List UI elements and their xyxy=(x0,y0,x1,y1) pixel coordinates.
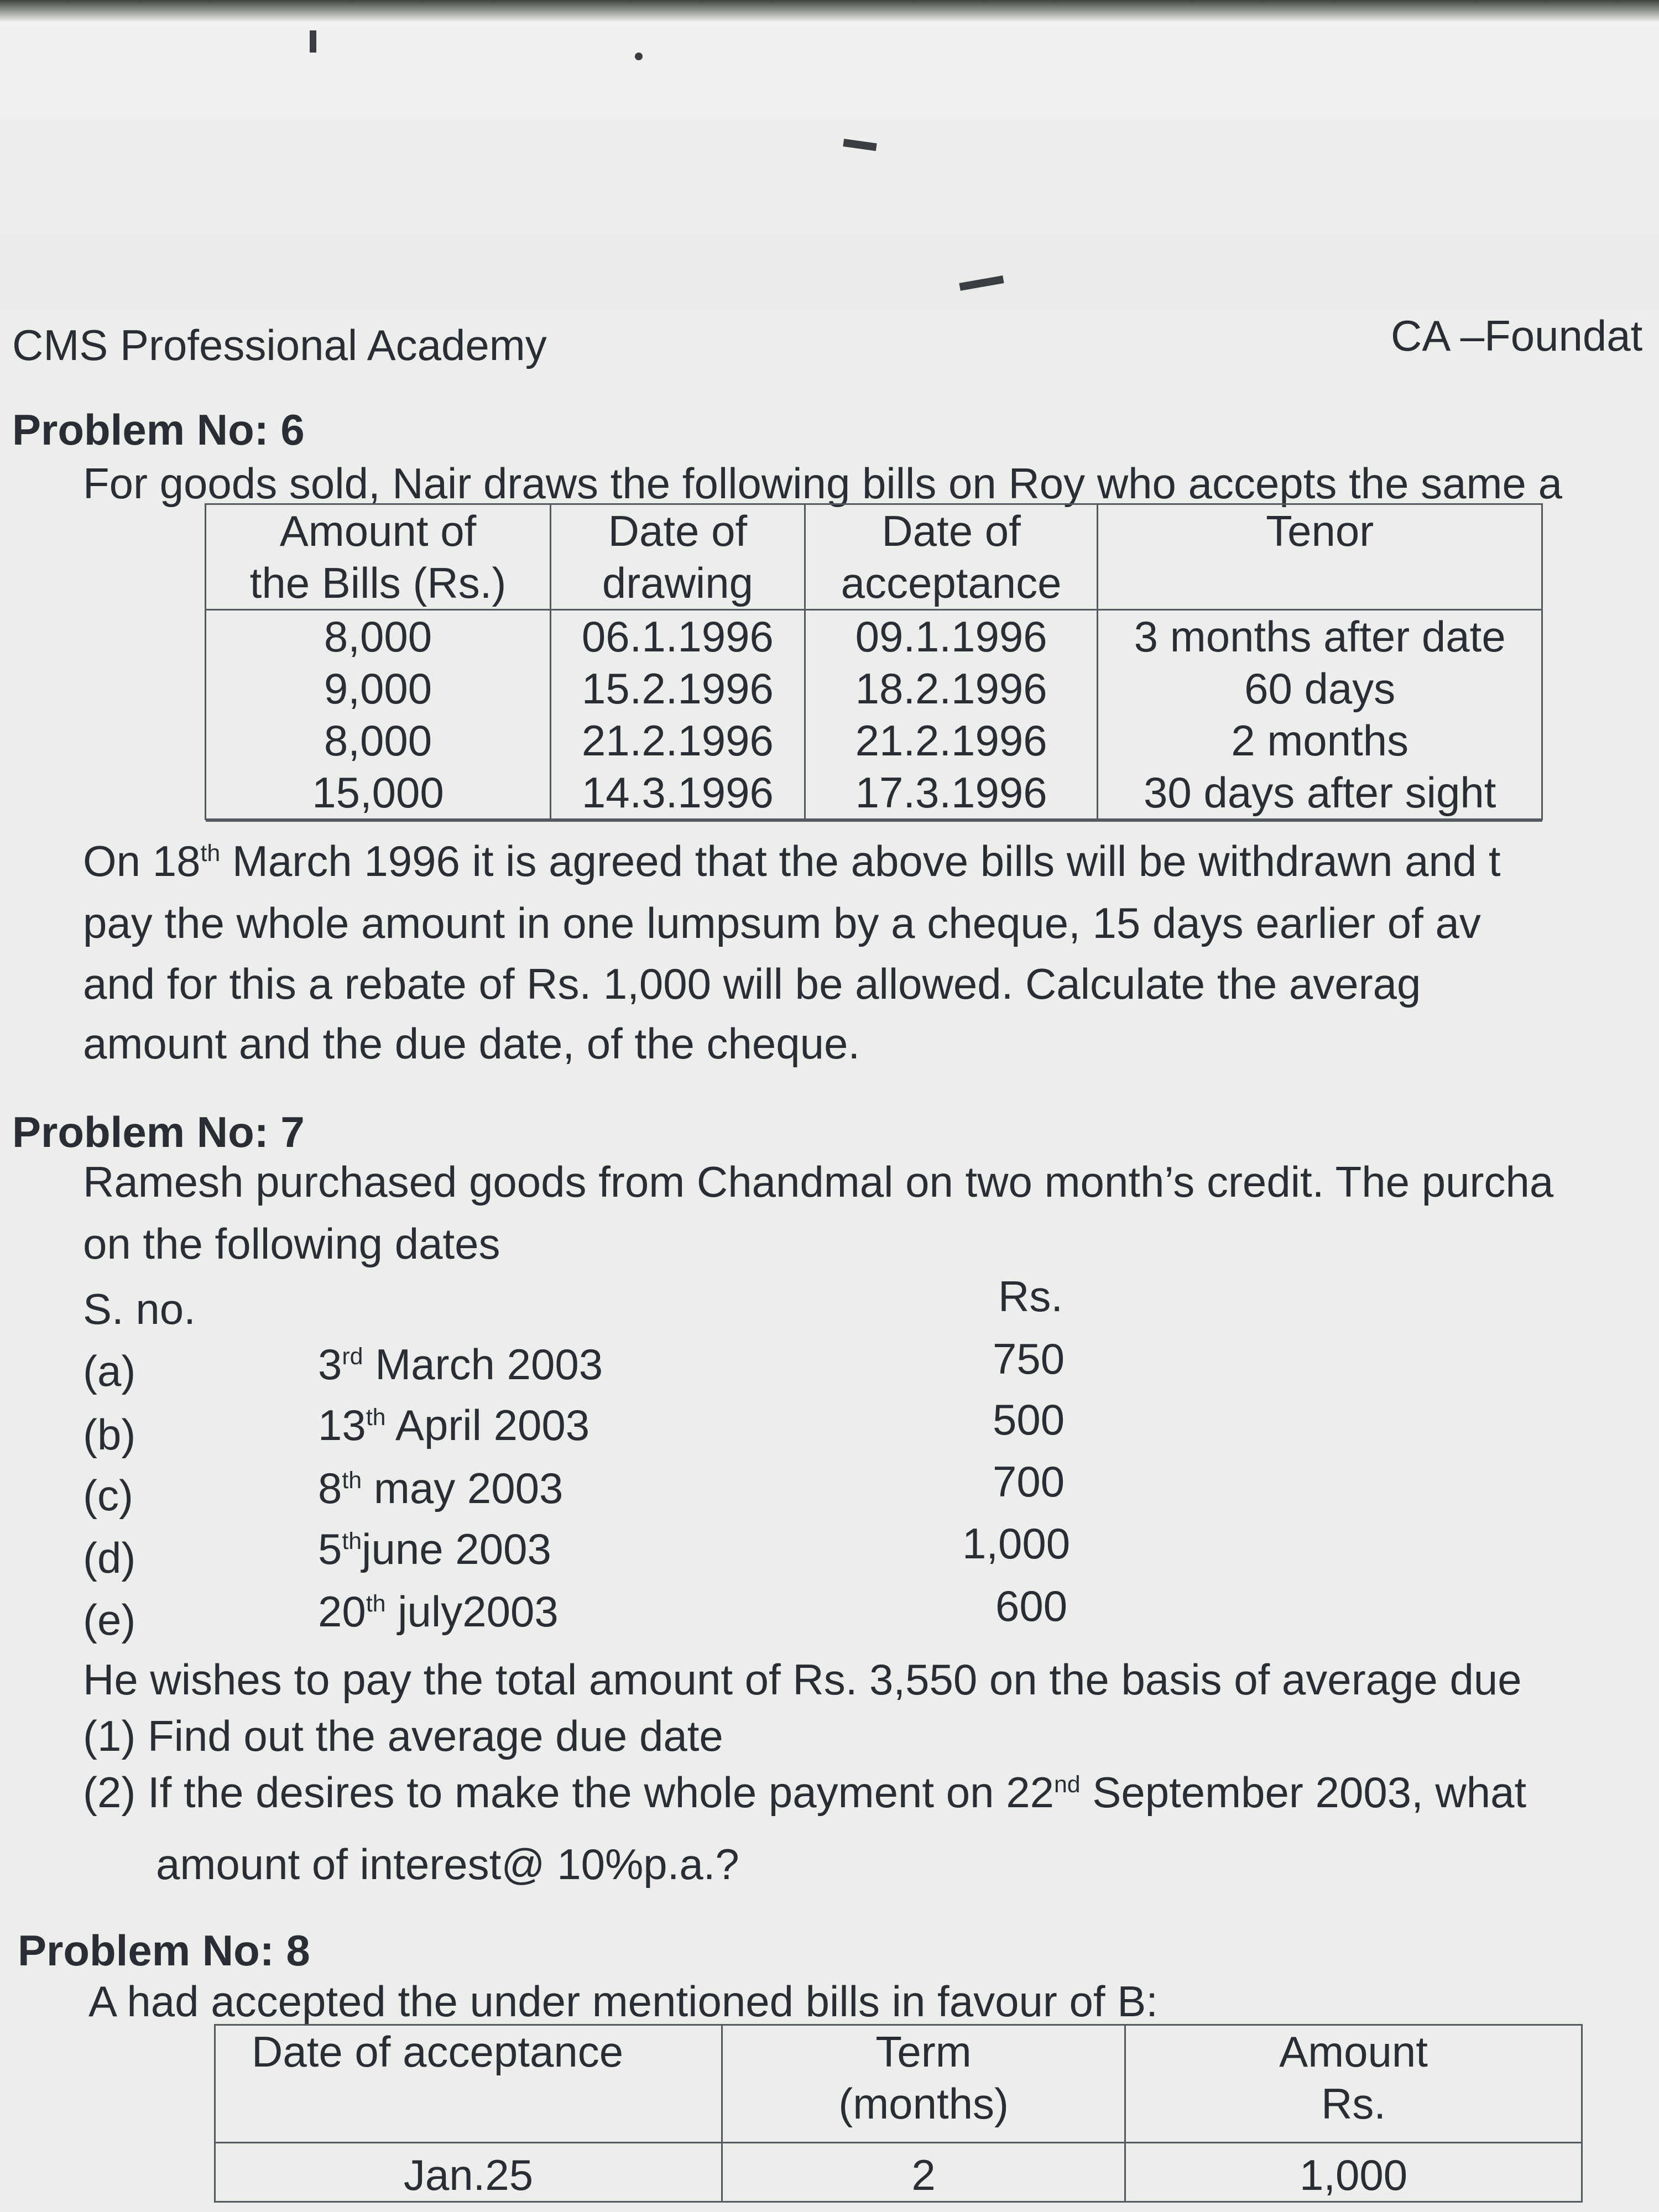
table-cell: 8,000 xyxy=(324,716,432,765)
problem-7-intro-line-2: on the following dates xyxy=(83,1219,500,1268)
list-item-sno: (d) xyxy=(83,1533,136,1582)
course-title: CA –Foundat xyxy=(1391,311,1643,360)
table-cell: 9,000 xyxy=(324,664,432,713)
table-cell: 21.2.1996 xyxy=(581,716,774,765)
list-item-amount: 750 xyxy=(993,1334,1065,1383)
problem-8-title: Problem No: 8 xyxy=(18,1926,310,1975)
header-term: Term (months) xyxy=(838,2027,1009,2128)
table-cell: 1,000 xyxy=(1299,2151,1408,2199)
bills-table-bottom xyxy=(206,820,1542,821)
acceptance-table-header xyxy=(215,2025,1582,2143)
bills-table-body xyxy=(206,610,1542,820)
header-amount: Amount of the Bills (Rs.) xyxy=(249,507,507,607)
table-cell: 17.3.1996 xyxy=(855,768,1047,817)
problem-6-para-line-1: On 18th March 1996 it is agreed that the above bills will be withdrawn and t xyxy=(83,837,1501,885)
header-date-acceptance: Date of acceptance xyxy=(841,507,1062,607)
problem-7-wish-line: He wishes to pay the total amount of Rs. 3,550 on the basis of average due xyxy=(83,1655,1522,1704)
table-cell: Jan.25 xyxy=(403,2151,534,2199)
list-item-date: 13th April 2003 xyxy=(318,1401,590,1449)
ink-mark xyxy=(310,30,316,53)
problem-7-intro-line-1: Ramesh purchased goods from Chandmal on two month’s credit. The purcha xyxy=(83,1157,1554,1206)
header-date-drawing: Date of drawing xyxy=(602,507,753,607)
institute-name: CMS Professional Academy xyxy=(12,321,547,369)
problem-7-question-2-line-2: amount of interest@ 10%p.a.? xyxy=(156,1840,739,1888)
table-cell: 30 days after sight xyxy=(1144,768,1496,817)
table-cell: 2 months xyxy=(1231,716,1409,765)
table-cell: 60 days xyxy=(1244,664,1396,713)
problem-6-title: Problem No: 6 xyxy=(12,405,305,454)
list-item-amount: 700 xyxy=(993,1457,1065,1506)
table-cell: 15,000 xyxy=(312,768,444,817)
table-cell: 09.1.1996 xyxy=(855,612,1047,661)
table-cell: 14.3.1996 xyxy=(581,768,774,817)
list-item-sno: (a) xyxy=(83,1347,136,1395)
header-tenor: Tenor xyxy=(1266,507,1374,555)
bills-table xyxy=(205,503,1543,822)
table-cell: 21.2.1996 xyxy=(855,716,1047,765)
problem-7-question-2: (2) If the desires to make the whole payment on 22nd September 2003, what xyxy=(83,1768,1527,1817)
table-cell: 15.2.1996 xyxy=(581,664,774,713)
list-item-sno: (e) xyxy=(83,1595,136,1644)
table-cell: 06.1.1996 xyxy=(581,612,774,661)
problem-7-question-1: (1) Find out the average due date xyxy=(83,1712,723,1760)
column-rs-label: Rs. xyxy=(998,1272,1063,1321)
problem-7-title: Problem No: 7 xyxy=(12,1108,305,1156)
header-date-of-acceptance: Date of acceptance xyxy=(252,2027,624,2076)
ink-mark xyxy=(635,53,643,60)
table-cell: 18.2.1996 xyxy=(855,664,1047,713)
problem-8-intro: A had accepted the under mentioned bills in favour of B: xyxy=(88,1977,1158,2026)
list-item-amount: 600 xyxy=(995,1582,1068,1630)
list-item-date: 5thjune 2003 xyxy=(318,1525,551,1573)
list-item-amount: 1,000 xyxy=(962,1519,1071,1568)
list-item-date: 8th may 2003 xyxy=(318,1464,564,1512)
table-cell: 2 xyxy=(911,2151,936,2199)
paper-background xyxy=(0,0,1659,310)
table-row xyxy=(215,2143,1582,2202)
column-sno-label: S. no. xyxy=(83,1285,196,1333)
problem-6-para-line-3: and for this a rebate of Rs. 1,000 will be allowed. Calculate the averag xyxy=(83,959,1421,1008)
problem-6-intro: For goods sold, Nair draws the following bills on Roy who accepts the same a xyxy=(83,459,1562,508)
list-item-amount: 500 xyxy=(993,1395,1065,1444)
problem-6-para-line-4: amount and the due date, of the cheque. xyxy=(83,1019,860,1068)
photo-top-edge xyxy=(0,0,1659,22)
list-item-sno: (c) xyxy=(83,1471,133,1520)
bills-table-header xyxy=(206,504,1542,610)
table-cell: 3 months after date xyxy=(1134,612,1506,661)
header-amount: Amount Rs. xyxy=(1279,2027,1428,2128)
list-item-sno: (b) xyxy=(83,1410,136,1459)
acceptance-table xyxy=(214,2024,1583,2203)
list-item-date: 20th july2003 xyxy=(318,1587,559,1636)
problem-6-para-line-2: pay the whole amount in one lumpsum by a cheque, 15 days earlier of av xyxy=(83,899,1481,947)
table-cell: 8,000 xyxy=(324,612,432,661)
list-item-date: 3rd March 2003 xyxy=(318,1340,603,1389)
